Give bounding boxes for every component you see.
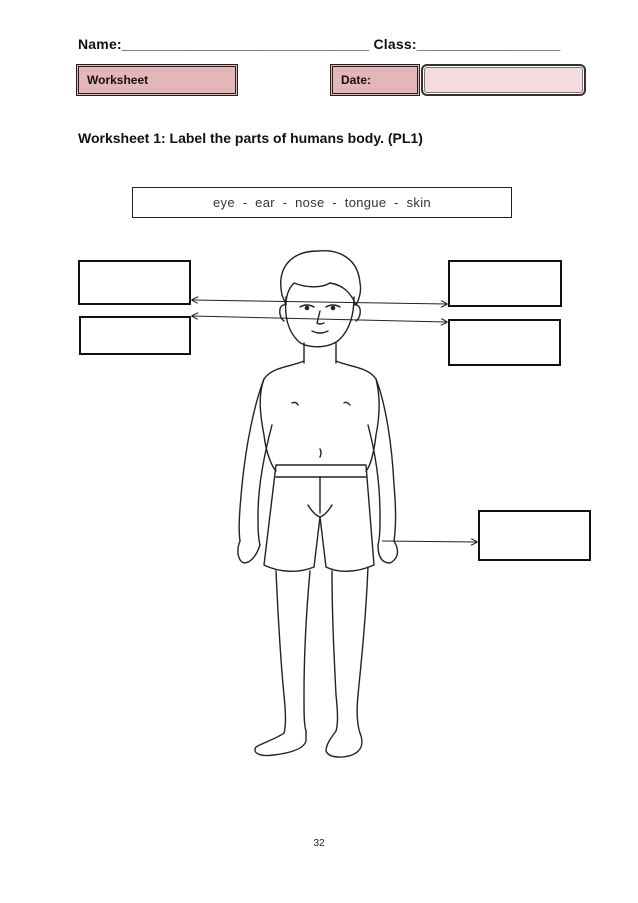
mouth [312,331,328,333]
worksheet-tag-label: Worksheet [87,73,149,87]
face [286,297,355,347]
header-name-class-line [78,36,560,52]
date-tag-label: Date: [341,73,372,87]
left-arm [239,379,272,545]
label-box-left-2[interactable] [79,316,191,355]
shorts [264,465,374,571]
date-field[interactable] [421,64,586,96]
right-arm [368,379,396,545]
shorts-fly [308,477,332,517]
right-hand [378,541,397,563]
nose [317,311,324,324]
page-number: 32 [313,838,325,849]
chest-marks [292,402,350,457]
left-leg [276,571,310,733]
name-label: Name: [78,36,122,52]
torso [260,361,379,471]
class-label: Class: [373,36,417,52]
hair [281,251,361,305]
name-field[interactable]: _______________________________ [121,36,370,52]
left-hand [238,541,260,563]
worksheet-tag [76,64,238,96]
label-box-right-3[interactable] [478,510,591,561]
date-tag [330,64,420,96]
right-ear [354,305,360,321]
human-body-illustration [180,245,470,775]
left-foot [255,731,306,756]
right-leg [332,567,368,733]
class-field[interactable]: __________________ [416,36,561,52]
worksheet-title: Worksheet 1: Label the parts of humans body. (PL1) [78,130,423,146]
word-bank: eye - ear - nose - tongue - skin [132,187,512,218]
label-box-left-1[interactable] [78,260,191,305]
right-foot [326,731,362,757]
